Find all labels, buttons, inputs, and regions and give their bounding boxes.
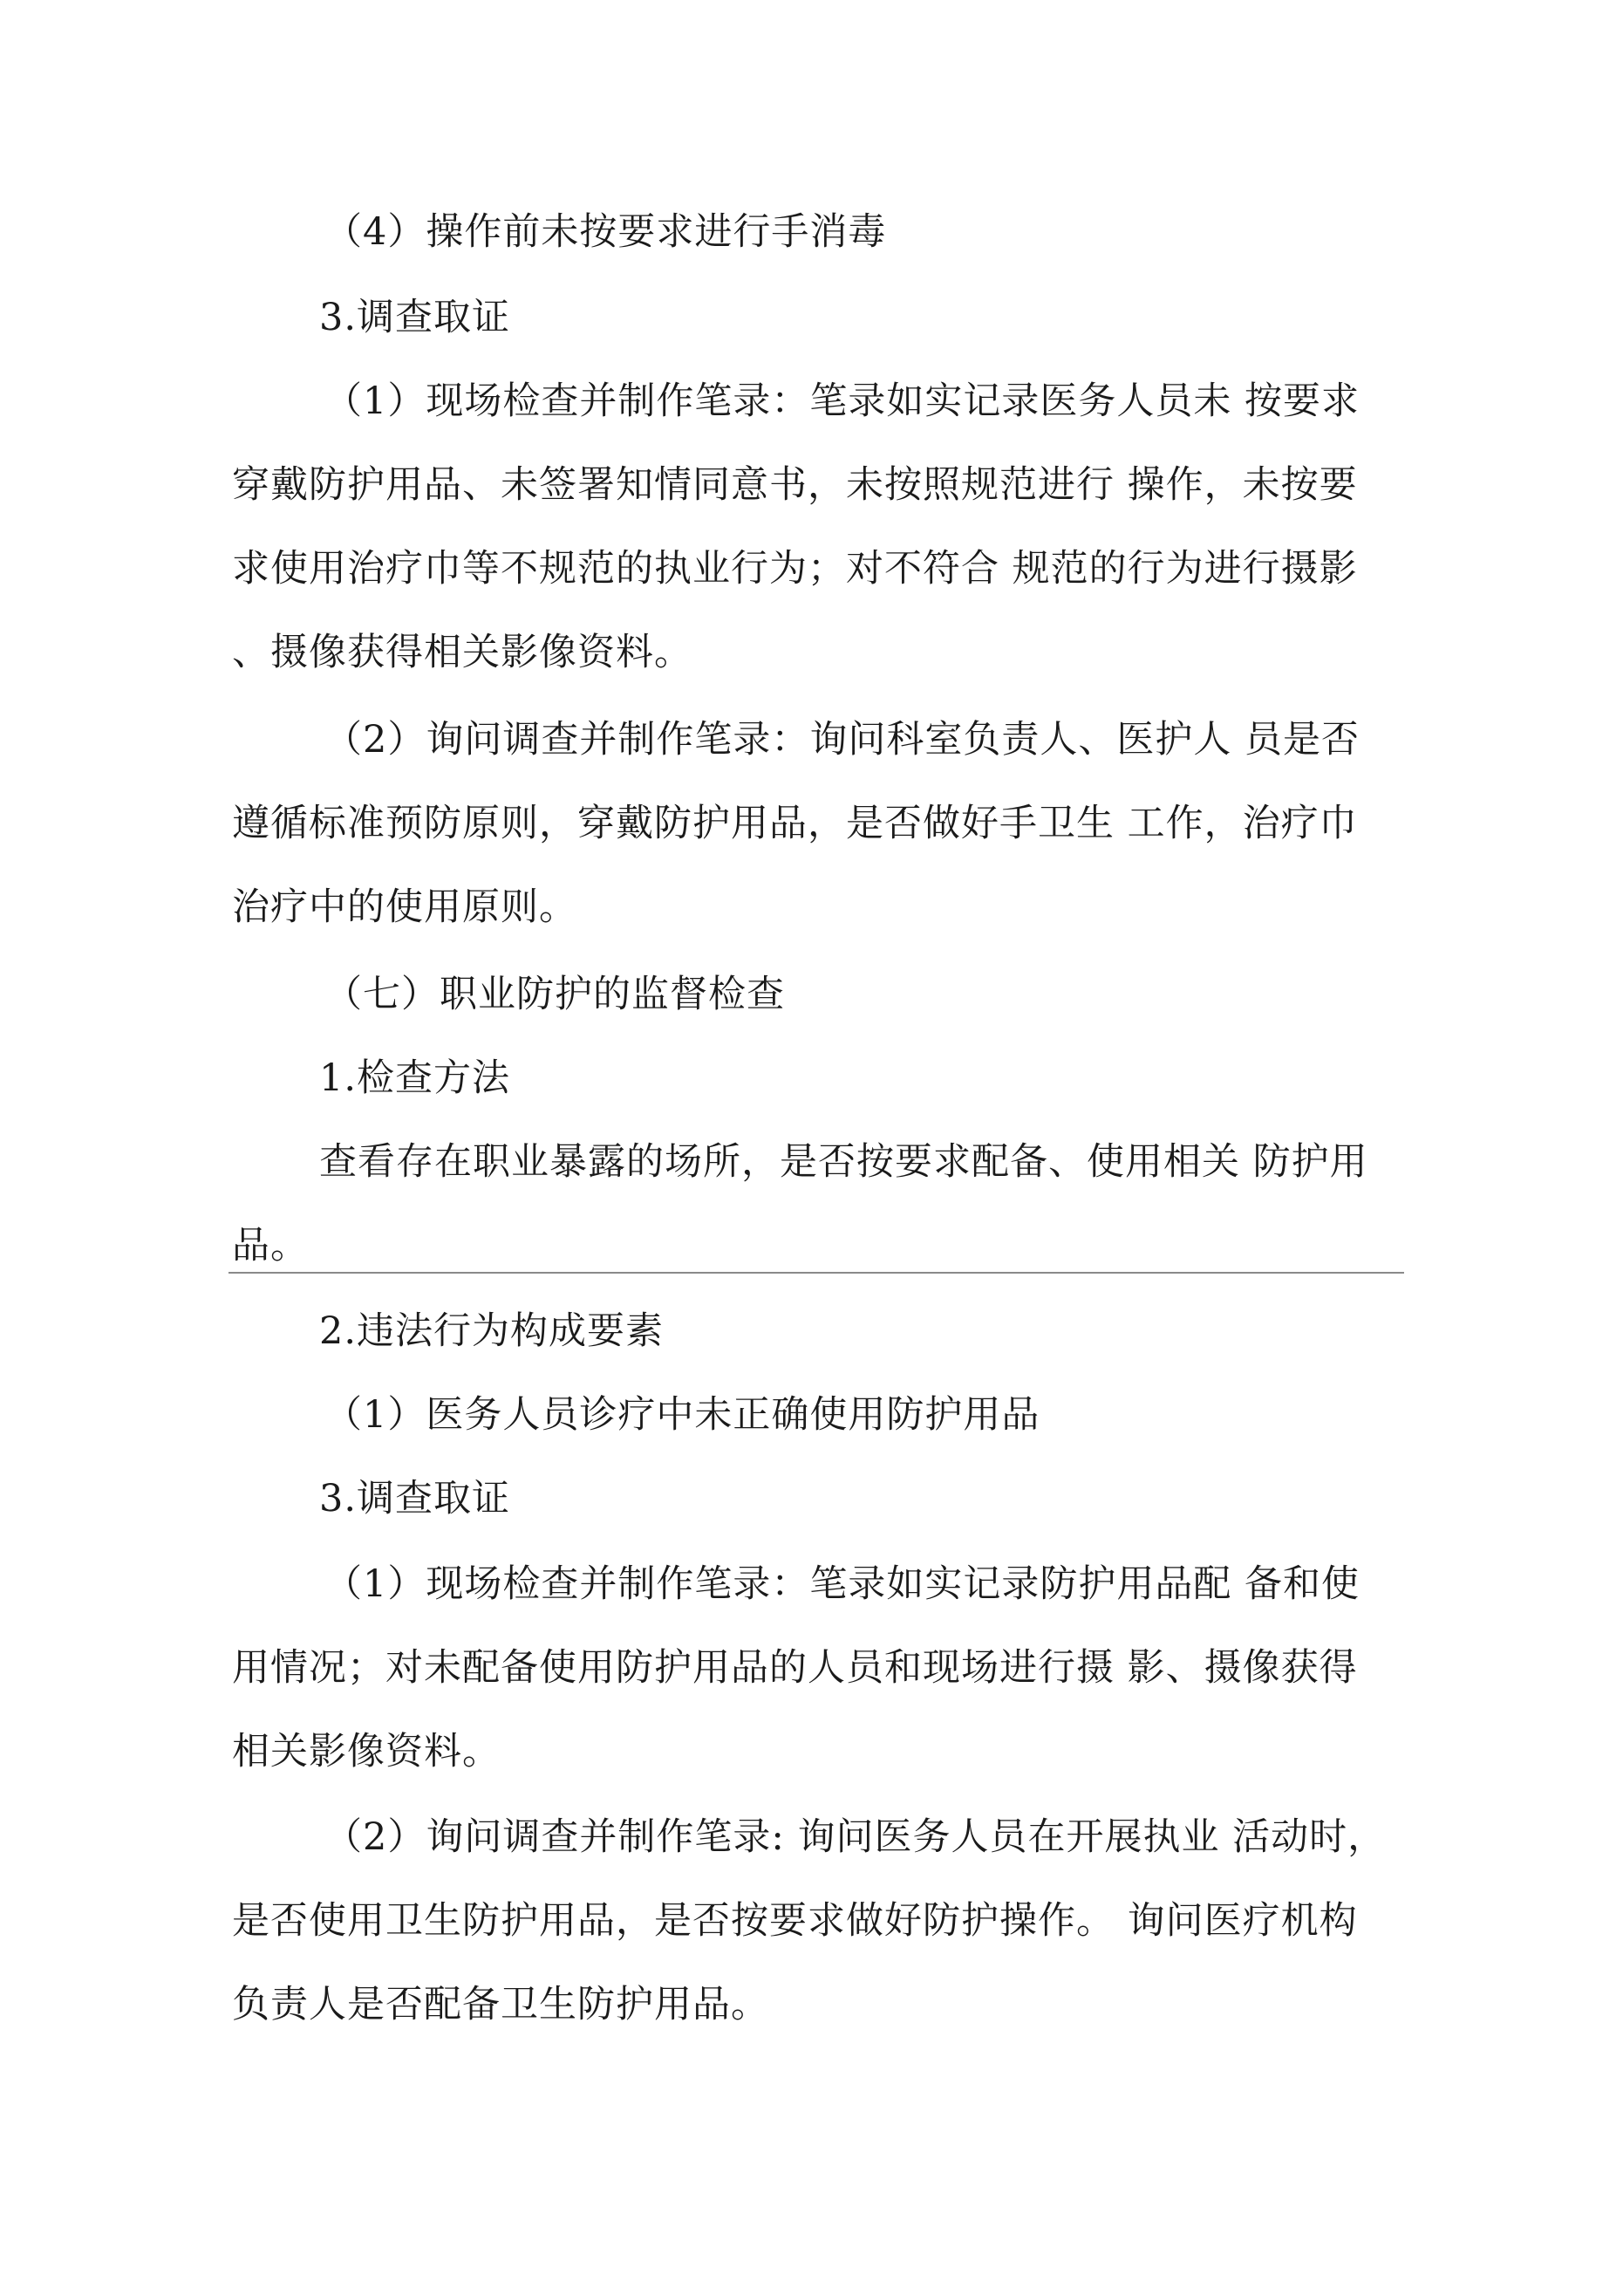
paragraph-line: （2）询问调查并制作笔录: 询问医务人员在开展执业 活动时， [324, 1815, 1387, 1859]
paragraph-line: 相关影像资料。 [232, 1730, 501, 1773]
paragraph-line: 求使用治疗巾等不规范的执业行为；对不符合 规范的行为进行摄影 [232, 547, 1358, 591]
paragraph-line: 查看存在职业暴露的场所，是否按要求配备、使用相关 防护用 [319, 1140, 1368, 1184]
paragraph-line: 遵循标准预防原则，穿戴防护用品，是否做好手卫生 工作，治疗巾 [232, 802, 1358, 845]
section-heading: 2.违法行为构成要素 [319, 1309, 665, 1353]
paragraph-line: 负责人是否配备卫生防护用品。 [232, 1983, 769, 2026]
text-line: （4）操作前未按要求进行手消毒 [324, 210, 887, 254]
paragraph-line: （2）询问调查并制作笔录：询问科室负责人、医护人 员是否 [324, 718, 1360, 762]
text-line: （1）医务人员诊疗中未正确使用防护用品 [324, 1393, 1040, 1437]
paragraph-line: 治疗中的使用原则。 [232, 885, 577, 929]
paragraph-line: 穿戴防护用品、未签署知情同意书，未按照规范进行 操作，未按要 [232, 463, 1358, 507]
section-heading: 3.调查取证 [319, 1477, 511, 1520]
section-heading: （七）职业防护的监督检查 [324, 973, 785, 1016]
paragraph-line: 用情况；对未配备使用防护用品的人员和现场进行摄 影、摄像获得 [232, 1646, 1358, 1690]
section-heading: 1.检查方法 [319, 1056, 511, 1100]
paragraph-line: 是否使用卫生防护用品，是否按要求做好防护操作。 询问医疗机构 [232, 1899, 1358, 1943]
section-heading: 3.调查取证 [319, 296, 511, 339]
paragraph-line: （1）现场检查并制作笔录：笔录如实记录防护用品配 备和使 [324, 1562, 1360, 1606]
paragraph-line: 、摄像获得相关影像资料。 [232, 631, 692, 674]
paragraph-line: 品。 [232, 1224, 309, 1268]
paragraph-line: （1）现场检查并制作笔录：笔录如实记录医务人员未 按要求 [324, 379, 1360, 423]
horizontal-divider [228, 1272, 1404, 1274]
